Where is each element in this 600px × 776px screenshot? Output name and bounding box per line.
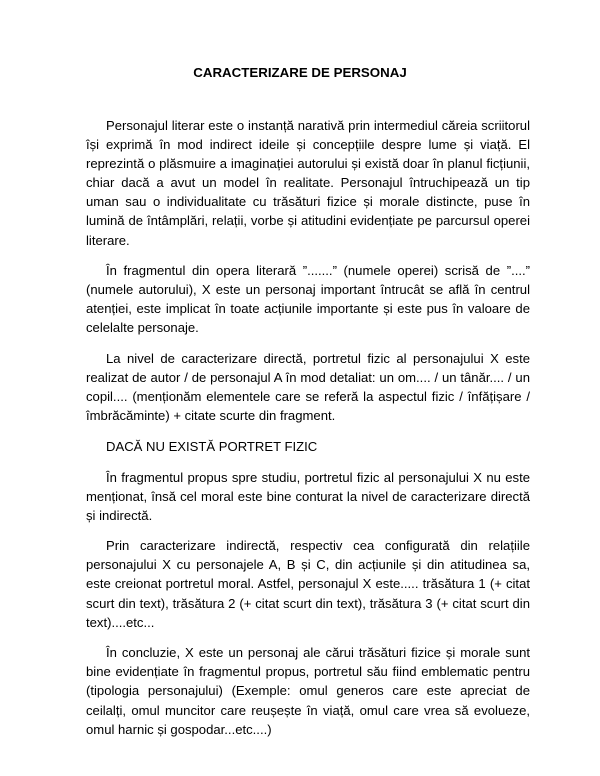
paragraph-no-physical-portrait: În fragmentul propus spre studiu, portretul fizic al personajului X nu este menționat, însă cel moral este bine conturat la nivel de caracterizare directă și indirectă. xyxy=(86,469,530,523)
document-title: CARACTERIZARE DE PERSONAJ xyxy=(193,65,407,80)
paragraph-direct-characterization: La nivel de caracterizare directă, portretul fizic al personajului X este realizat de autor / de personajul A în mod detaliat: un om.... / un tânăr.... / un copil.... (menționăm elementele care se referă la aspectul fizic / înfățișare / îmbrăcăminte) + citate scurte din fragment. xyxy=(86,351,530,424)
subheading-no-physical-portrait: DACĂ NU EXISTĂ PORTRET FIZIC xyxy=(106,438,318,454)
document-body xyxy=(86,116,530,739)
paragraph-indirect-characterization: Prin caracterizare indirectă, respectiv cea configurată din relațiile personajului X cu personajele A, B și C, din acțiunile și din atitudinea sa, este creionat portretul moral. Astfel, personajul X este..... trăsătura 1 (+ citat scurt din text), trăsătura 2 (+ citat scurt din text), trăsătura 3 (+ citat scurt din text)....etc... xyxy=(86,538,530,630)
paragraph-conclusion: În concluzie, X este un personaj ale cărui trăsături fizice și morale sunt bine evidențiate în fragmentul propus, portretul său fiind emblematic pentru (tipologia personajului) (Exemple: omul generos care este apreciat de ceilalți, omul muncitor care reușește în viață, omul care vrea să evolueze, omul harnic și gospodar...etc....) xyxy=(86,645,530,737)
paragraph-introduction: În fragmentul din opera literară ”.......” (numele operei) scrisă de ”....” (numele autorului), X este un personaj important întrucât se află în centrul atenției, este implicat în toate acțiunile importante și este pus în valoare de celelalte personaje. xyxy=(86,263,530,336)
paragraph-definition: Personajul literar este o instanță narativă prin intermediul căreia scriitorul își exprimă în mod indirect ideile și concepțiile despre lume și viață. El reprezintă o plăsmuire a imaginației autorului și există doar în planul ficțiunii, chiar dacă a avut un model în realitate. Personajul întruchipează un tip uman sau o individualitate cu trăsături fizice și morale distincte, puse în lumină de întâmplări, relații, vorbe și atitudini evidențiate pe parcursul operei literare. xyxy=(86,118,530,248)
